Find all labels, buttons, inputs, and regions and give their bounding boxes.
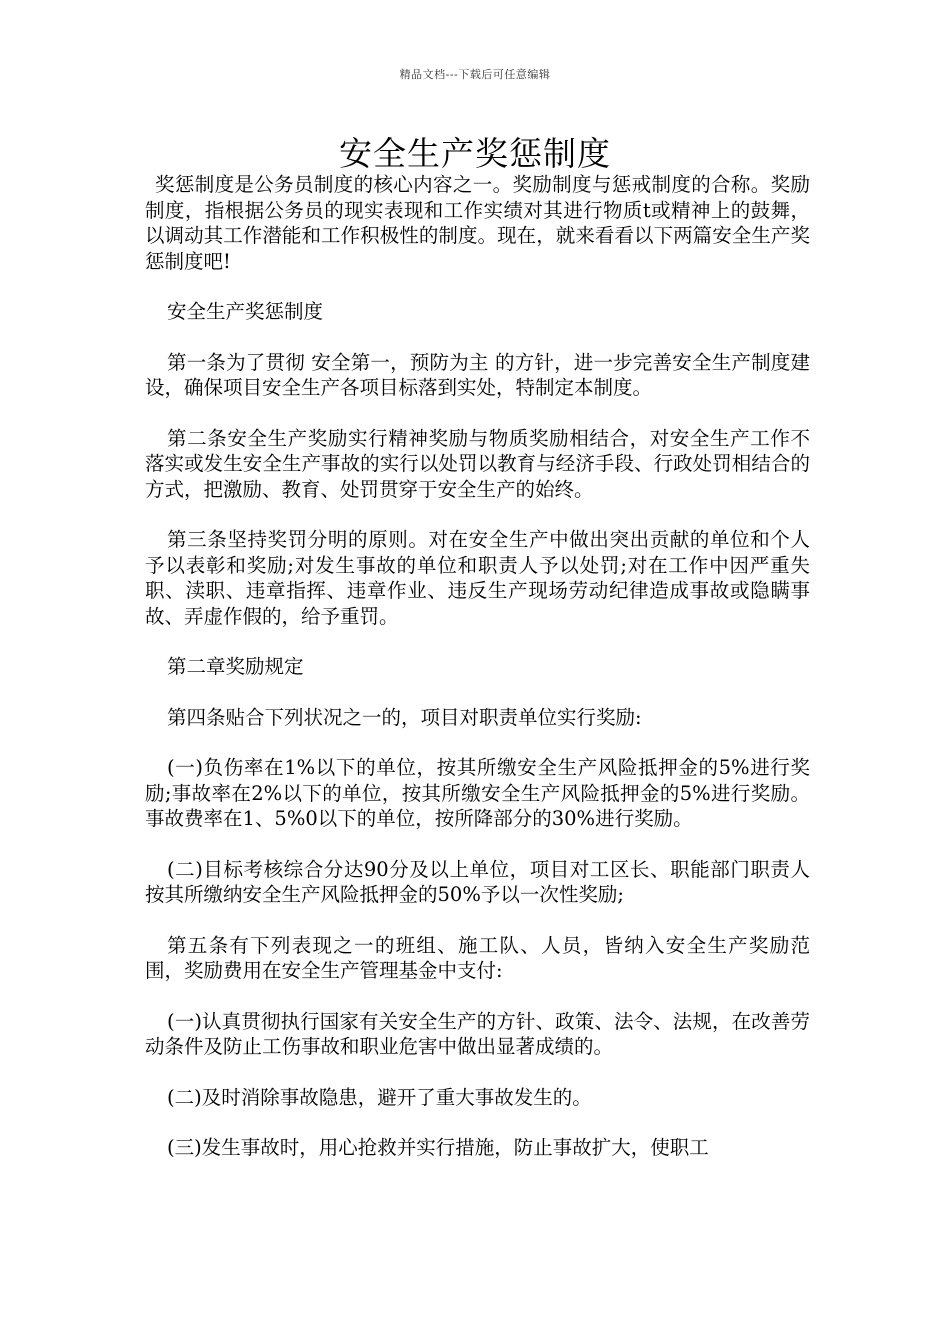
article-5: 第五条有下列表现之一的班组、施工队、人员，皆纳入安全生产奖励范围，奖励费用在安全生产管理基金中支付: [145, 933, 810, 982]
article-5-item-1: (一)认真贯彻执行国家有关安全生产的方针、政策、法令、法规，在改善劳动条件及防止工伤事故和职业危害中做出显著成绩的。 [145, 1009, 810, 1058]
document-title: 安全生产奖惩制度 [339, 134, 611, 173]
article-4-item-2: (二)目标考核综合分达90分及以上单位，项目对工区长、职能部门职责人按其所缴纳安全生产风险抵押金的50%予以一次性奖励; [145, 857, 810, 906]
article-4: 第四条贴合下列状况之一的，项目对职责单位实行奖励: [167, 705, 642, 729]
article-4-item-1: (一)负伤率在1%以下的单位，按其所缴安全生产风险抵押金的5%进行奖励;事故率在2%以下的单位，按其所缴安全生产风险抵押金的5%进行奖励。事故费率在1、5%0以下的单位，按所降部分的30%进行奖励。 [145, 756, 810, 830]
chapter-heading: 第二章奖励规定 [167, 655, 304, 678]
article-5-item-2: (二)及时消除事故隐患，避开了重大事故发生的。 [167, 1085, 592, 1109]
intro-paragraph: 奖惩制度是公务员制度的核心内容之一。奖励制度与惩戒制度的合称。奖励制度，指根据公务员的现实表现和工作实绩对其进行物质t或精神上的鼓舞，以调动其工作潜能和工作积极性的制度。现在，就来看看以下两篇安全生产奖惩制度吧! [145, 173, 810, 273]
article-1: 第一条为了贯彻 安全第一，预防为主 的方针，进一步完善安全生产制度建设，确保项目安全生产各项目标落到实处，特制定本制度。 [145, 350, 810, 399]
section-heading: 安全生产奖惩制度 [167, 300, 324, 323]
article-3: 第三条坚持奖罚分明的原则。对在安全生产中做出突出贡献的单位和个人予以表彰和奖励;对发生事故的单位和职责人予以处罚;对在工作中因严重失职、渎职、违章指挥、违章作业、违反生产现场劳动纪律造成事故或隐瞒事故、弄虚作假的，给予重罚。 [145, 528, 810, 628]
article-2: 第二条安全生产奖励实行精神奖励与物质奖励相结合，对安全生产工作不落实或发生安全生产事故的实行以处罚以教育与经济手段、行政处罚相结合的方式，把激励、教育、处罚贯穿于安全生产的始终。 [145, 426, 810, 501]
article-5-item-3: (三)发生事故时，用心抢救并实行措施，防止事故扩大，使职工 [167, 1136, 709, 1159]
header-note: 精品文档---下载后可任意编辑 [399, 68, 551, 81]
document-body [145, 172, 810, 1161]
